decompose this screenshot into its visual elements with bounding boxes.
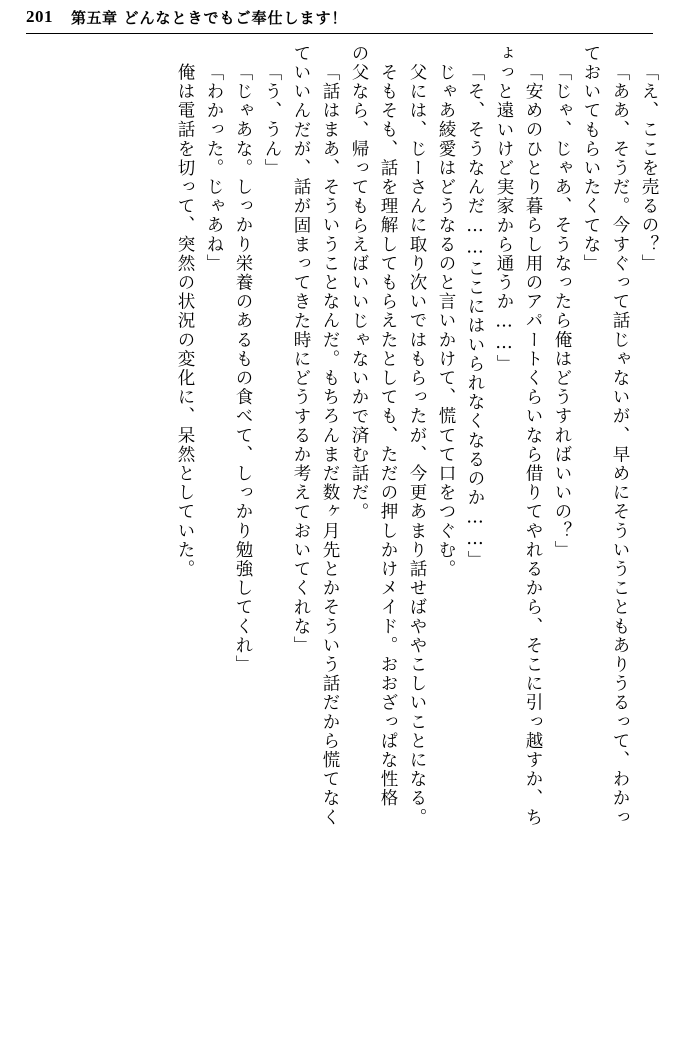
body-text — [22, 44, 657, 1036]
text-line: 「わかった。じゃあね」 — [204, 63, 224, 274]
text-line: 「え、ここを売るの？」 — [639, 63, 659, 274]
text-line: 父には、じーさんに取り次いではもらったが、今更あまり話せばややこしいことになる。 — [407, 63, 427, 827]
text-line: そもそも、話を理解してもらえたとしても、ただの押しかけメイド。おおざっぱな性格 — [378, 63, 398, 808]
text-line: 「安めのひとり暮らし用のアパートくらいなら借りてやれるから、そこに引っ越すか、ち — [523, 63, 543, 827]
header-divider — [26, 33, 653, 34]
text-line: 「そ、そうなんだ……ここにはいられなくなるのか……」 — [465, 63, 485, 570]
text-line: 「話はまあ、そういうことなんだ。もちろんまだ数ヶ月先とかそういう話だから慌てなく — [320, 63, 340, 827]
text-line: ておいてもらいたくてな」 — [581, 44, 601, 274]
text-line: 「じゃあな。しっかり栄養のあるもの食べて、しっかり勉強してくれ」 — [233, 63, 253, 675]
text-line: 「ああ、そうだ。今すぐって話じゃないが、早めにそういうこともありうるって、わかっ — [610, 63, 630, 827]
text-line: ていいんだが、話が固まってきた時にどうするか考えておいてくれな」 — [291, 44, 311, 656]
running-head — [0, 0, 679, 34]
text-line: じゃあ綾愛はどうなるのと言いかけて、慌てて口をつぐむ。 — [436, 63, 456, 579]
text-line: ょっと遠いけど実家から通うか……」 — [494, 44, 514, 374]
chapter-label: 第五章 — [71, 10, 118, 27]
text-line: 「じゃ、じゃあ、そうなったら俺はどうすればいいの？」 — [552, 63, 572, 560]
text-line: 「う、うん」 — [262, 63, 282, 178]
chapter-title: どんなときでもご奉仕します！ — [123, 10, 348, 27]
page-number: 201 — [26, 7, 53, 26]
text-line: の父なら、帰ってもらえばいいじゃないかで済む話だ。 — [349, 44, 369, 522]
text-line: 俺は電話を切って、突然の状況の変化に、呆然としていた。 — [175, 63, 195, 579]
